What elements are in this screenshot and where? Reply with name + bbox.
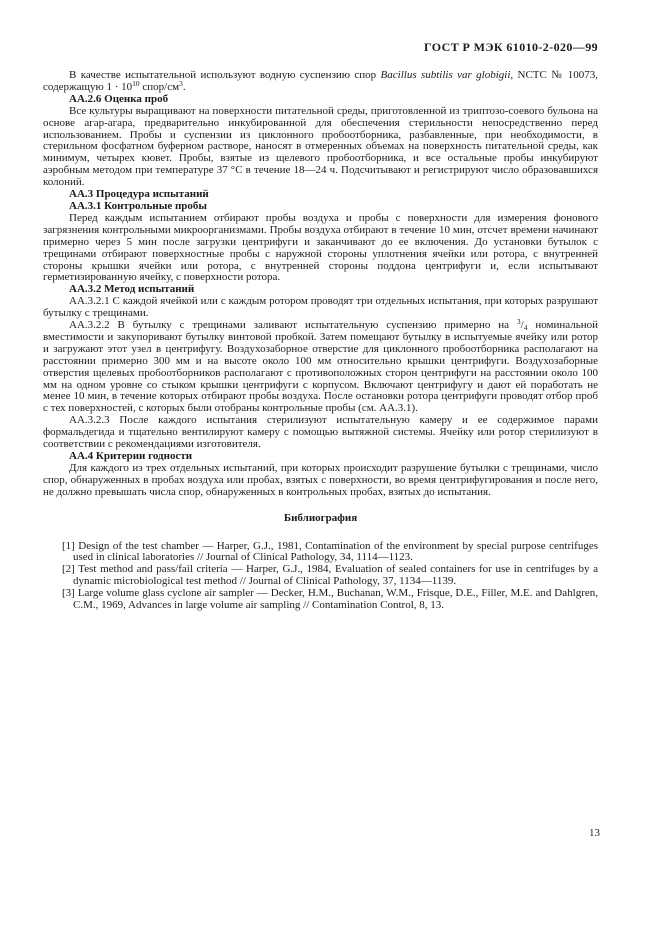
paragraph <box>43 213 598 284</box>
text-run: Test method and pass/fail criteria — Harper, G.J., 1984, Evaluation of sealed containers for use in centrifuges by a dynamic microbiological test method // Journal of Clinical Pathology, 37, 1134—1139. <box>73 563 598 588</box>
bibliography-item <box>43 588 598 612</box>
document-body <box>43 70 598 612</box>
text-run: АА.4 Критерии годности <box>69 450 193 462</box>
text-run: АА.3.2 Метод испытаний <box>69 283 195 296</box>
text-run-sup: 3 <box>179 78 183 88</box>
text-run: Design of the test chamber — Harper, G.J., 1981, Contamination of the environment by special purpose centrifuges used in clinical laboratories // Journal of Clinical Pathology, 34, 1114—1123. <box>73 539 598 564</box>
text-run: АА.3.2.3 После каждого испытания стерилизуют испытательную камеру и ее содержимое парами формальдегида и тщательно вентилируют камеру с помощью вытяжной системы. Ячейку или ротор стерилизуют в соответствии с рекомендациями изготовителя. <box>43 414 598 451</box>
text-run: В качестве испытательной используют водную суспензию спор <box>69 69 381 81</box>
paragraph <box>43 106 598 189</box>
text-run: АА.2.6 Оценка проб <box>69 92 169 105</box>
bibliography-item-label: [3] <box>62 587 78 600</box>
text-run: АА.3.2.2 В бутылку с трещинами заливают испытательную суспензию примерно на <box>69 319 517 332</box>
text-run-i: Bacillus subtilis var globigii <box>380 69 511 81</box>
text-run: Large volume glass cyclone air sampler — Decker, H.M., Buchanan, W.M., Frisque, D.E., Filler, M.E. and Dahlgren, C.M., 1969, Advances in large volume air sampling // Contamination Control, 8, 13. <box>73 587 598 612</box>
bibliography-title <box>43 513 598 525</box>
text-run: / <box>520 319 524 332</box>
text-run-sup: 3 <box>516 317 521 327</box>
paragraph <box>43 70 598 94</box>
text-run: АА.3.2.1 С каждой ячейкой или с каждым ротором проводят три отдельных испытания, при которых разрушают бутылку с трещинами. <box>43 295 598 320</box>
text-run: Библиография <box>283 511 358 524</box>
bibliography-item-label: [2] <box>62 563 79 576</box>
document-code: ГОСТ Р МЭК 61010-2-020—99 <box>424 40 598 54</box>
text-run: Перед каждым испытанием отбирают пробы воздуха и пробы с поверхности для измерения фонового загрязнения контрольными микроорганизмами. Пробы воздуха отбирают в течение 10 мин, отсчет времени начинают примерно через 5 мин после загрузки центрифуги и заканчивают до ее включения. До установки бутылок с трещинами отбирают поверхностные пробы с наружной стороны уплотнения ячейки или ротора, с внутренней стороны крышки ячейки или ротора, с внутренней стороны поддона центрифуги и, если испытывают герметизированную ячейку, с поверхности ротора. <box>43 211 598 284</box>
text-run: Все культуры выращивают на поверхности питательной среды, приготовленной из триптозо-соевого бульона на основе агар-агара, предварительно инкубированной для обеспечения стерильности непосредственно перед использованием. Пробы и суспензии из циклонного пробоотборника, разбавленные, при необходимости, в стерильном фосфатном буферном растворе, наносят в отмеренных объемах на поверхность питательной среды, как минимум, четырех кювет. Пробы, взятые из щелевого пробоотборника, и все остальные пробы инкубируют аэробным методом при температуре 37 °С в течение 18—24 ч. Подсчитывают и регистрируют число образовавшихся колоний. <box>43 104 598 189</box>
text-run-sup: 10 <box>132 78 140 88</box>
bibliography-item <box>43 541 598 565</box>
text-run: спор/см <box>139 80 180 93</box>
page-number: 13 <box>589 827 600 839</box>
bibliography-item <box>43 564 598 588</box>
text-run: АА.3 Процедура испытаний <box>69 188 209 201</box>
text-run-sub: 4 <box>523 323 528 333</box>
paragraph <box>43 415 598 451</box>
text-run: АА.3.1 Контрольные пробы <box>69 199 208 212</box>
text-run: номинальной вместимости и закупоривают бутылку винтовой пробкой. Затем помещают бутылку в испытуемые ячейку или ротор и загружают этот узел в центрифугу. Воздухозаборное отверстие для циклонного пробоотборника располагают на расстоянии примерно 300 мм и на высоте около 100 мм относительно крышки центрифуги. Воздухозаборные отверстия щелевых пробоотборников располагают с противоположных сторон центрифуги на расстоянии около 100 мм на одном уровне со стыком крышки центрифуги с корпусом. Включают центрифугу и дают ей поработать не менее 10 мин, в течение которых отбирают пробы воздуха. После остановки ротора центрифуги проводят отбор проб с тех поверхностей, с которых были отобраны контрольные пробы (см. АА.3.1). <box>43 319 599 415</box>
paragraph <box>43 463 598 499</box>
text-run: . <box>182 80 186 93</box>
paragraph <box>43 296 598 320</box>
text-run: , NCTC № 10073, содержащую 1 · 10 <box>43 69 598 93</box>
text-run: Для каждого из трех отдельных испытаний, при которых происходит разрушение бутылки с трещинами, число спор, обнаруженных в пробах воздуха или пробах, взятых с поверхности, во время центрифугирования и после него, не должно превышать числа спор, обнаруженных в контрольных пробах, взятых до испытания. <box>43 461 598 498</box>
bibliography-item-label: [1] <box>62 539 79 552</box>
page-header <box>43 40 598 55</box>
paragraph <box>43 317 599 415</box>
